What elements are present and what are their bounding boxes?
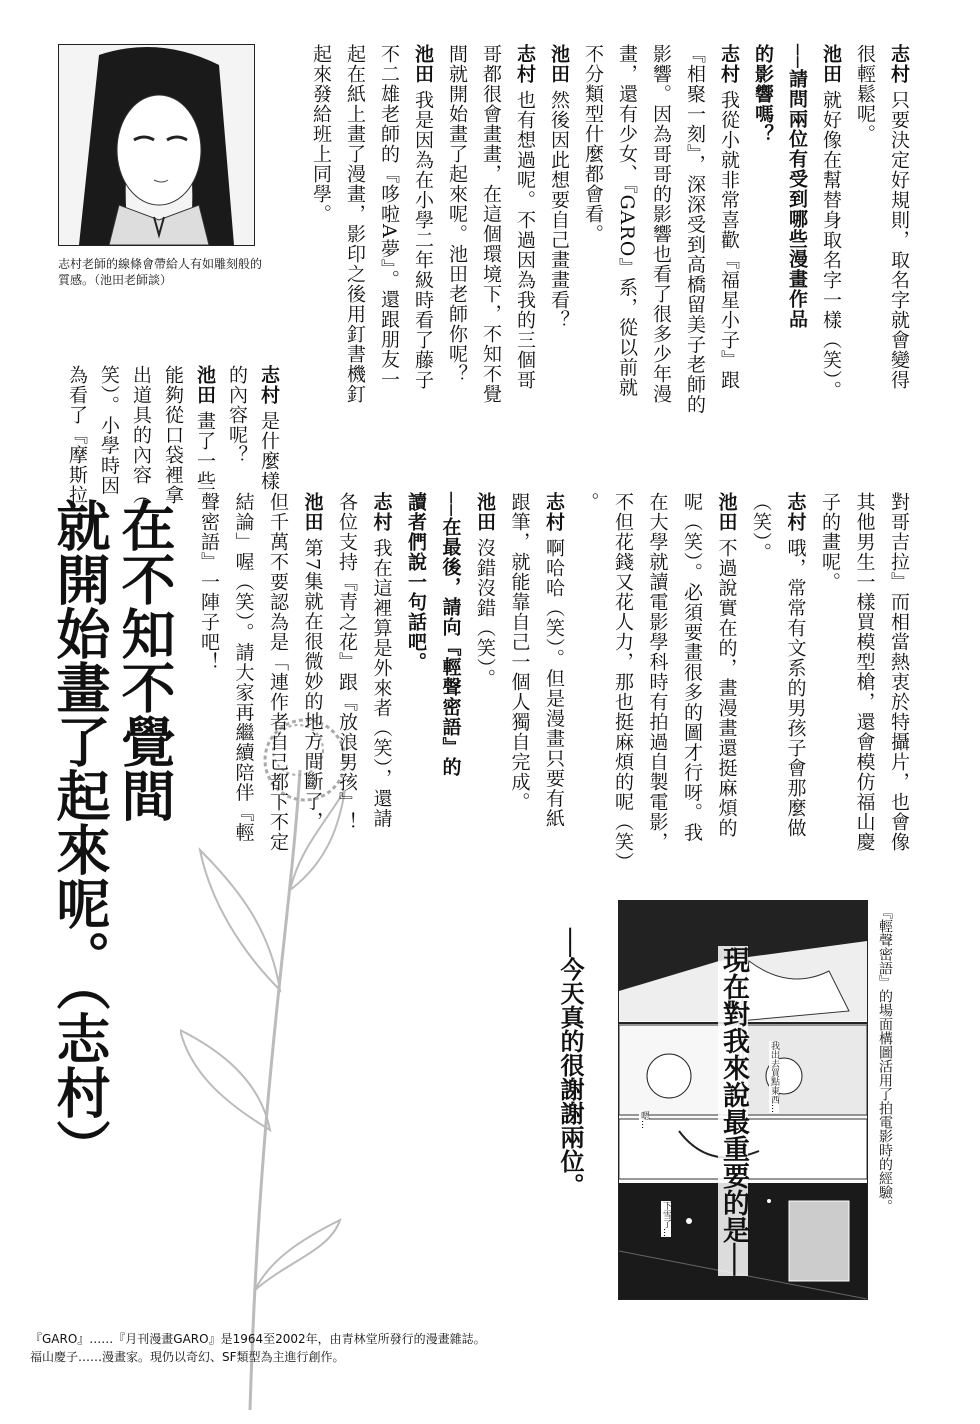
interviewer-question: ──請問兩位有受到哪些漫畫作品 — [786, 44, 808, 329]
text-column — [378, 44, 400, 389]
text-column — [440, 492, 462, 777]
text-column — [716, 492, 738, 838]
dialogue-text: 哥都很會畫畫，在這個環境下，不知不覺 — [480, 44, 502, 404]
closing-question: ──今天真的很謝謝兩位。 — [556, 928, 585, 1197]
text-column — [820, 44, 842, 401]
interviewer-question: 的影響嗎？ — [752, 44, 774, 144]
text-column — [302, 492, 324, 831]
text-column — [854, 492, 876, 852]
text-column — [854, 44, 876, 144]
text-column — [371, 492, 393, 829]
text-column — [752, 44, 774, 144]
manga-overlay-text: 現在對我來說最重要的是── — [718, 946, 749, 1276]
dialogue-text: 結論」喔（笑）。請大家再繼續陪伴『輕 — [232, 492, 255, 843]
text-column — [336, 492, 358, 832]
dialogue-text: 沒錯沒錯（笑）。 — [474, 538, 496, 689]
footnotes — [30, 1330, 486, 1366]
text-column — [578, 492, 600, 512]
speaker-name: 志村 — [888, 44, 910, 84]
speaker-name: 志村 — [543, 492, 565, 532]
dialogue-text: 只要決定好規則，取名字就會變得 — [888, 90, 910, 390]
dialogue-text: 然後因此想要自己畫畫看？ — [548, 90, 570, 330]
text-column — [98, 365, 120, 496]
portrait-drawing — [59, 45, 254, 245]
dialogue-text: 第7集就在很微妙的地方間斷了， — [301, 538, 324, 832]
dialogue-text: 對哥吉拉』而相當熱衷於特攝片，也會像 — [888, 492, 910, 852]
dialogue-text: 也有想過呢。不過因為我的三個哥 — [514, 90, 536, 390]
text-column — [344, 44, 366, 404]
text-column — [480, 44, 502, 404]
text-column — [684, 44, 706, 415]
dialogue-text: 能夠從口袋裡拿 — [162, 365, 184, 505]
text-column — [405, 492, 427, 672]
text-column — [616, 44, 638, 397]
dialogue-text: 但千萬不要認為是「連作者自己都下不定 — [267, 492, 289, 852]
dialogue-text: 很輕鬆呢。 — [854, 44, 876, 144]
text-column — [66, 365, 88, 505]
text-column — [612, 492, 634, 872]
text-column — [543, 492, 565, 829]
text-column — [548, 44, 570, 330]
text-column — [785, 492, 807, 838]
dialogue-text: 子的畫呢。 — [819, 492, 841, 592]
speaker-name: 池田 — [301, 492, 324, 532]
interviewer-question: 讀者們說一句話吧。 — [405, 492, 427, 672]
speaker-name: 池田 — [548, 44, 570, 84]
dialogue-text: 畫，還有少女、『GARO』系，從以前就 — [616, 44, 638, 398]
dialogue-text: 間就開始畫了起來呢。池田老師你呢？ — [446, 44, 468, 384]
text-column — [267, 492, 289, 852]
dialogue-text: 是什麼樣 — [258, 411, 280, 491]
dialogue-text: 出道具的內容（ — [130, 365, 152, 505]
dialogue-text: 的內容呢？ — [226, 365, 248, 465]
speaker-name: 池田 — [715, 492, 738, 532]
text-column — [888, 492, 910, 852]
dialogue-text: 我是因為在小學二年級時看了藤子 — [412, 90, 434, 390]
dialogue-text: 聲密語』一陣子吧！ — [198, 492, 220, 672]
speech-bubble-2: 下雪了… — [661, 1201, 671, 1237]
dialogue-text: 在大學就讀電影學科時有拍過自製電影， — [646, 492, 669, 852]
speech-bubble-3: 嗯… — [639, 1111, 649, 1129]
speaker-name: 池田 — [820, 44, 842, 84]
headline-line-2: 就開始畫了起來呢。（志村） — [48, 498, 112, 1173]
dialogue-text: 為看了『摩斯拉 — [66, 365, 88, 505]
text-column — [582, 44, 604, 244]
dialogue-text: 不但花錢又花人力，那也挺麻煩的呢（笑） — [612, 492, 634, 872]
speaker-name: 志村 — [514, 44, 536, 84]
text-column — [888, 44, 910, 390]
speaker-name: 池田 — [412, 44, 434, 84]
text-column — [750, 492, 772, 563]
speech-bubble-1: 我出去買點東西… — [769, 1041, 779, 1113]
speaker-name: 池田 — [194, 365, 216, 405]
dialogue-text: 不二雄老師的『哆啦A夢』。還跟朋友一 — [378, 44, 400, 390]
portrait-caption: 志村老師的線條會帶給人有如雕刻般的質感。（池田老師談） — [58, 257, 263, 287]
text-column — [310, 44, 332, 224]
text-column — [509, 492, 531, 812]
dialogue-text: 我從小就非常喜歡『福星小子』跟 — [718, 90, 740, 390]
interviewer-question: ──在最後，請向『輕聲密語』的 — [439, 492, 462, 777]
speaker-name: 池田 — [474, 492, 496, 532]
dialogue-text: 『相聚一刻』，深深受到高橋留美子老師的 — [684, 44, 706, 415]
text-column — [786, 44, 808, 329]
text-column — [514, 44, 536, 390]
dialogue-text: 畫了一些 — [194, 411, 216, 491]
footnote-fukuyama: 福山慶子……漫畫家。現仍以奇幻、SF類型為主進行創作。 — [30, 1350, 345, 1364]
dialogue-text: 就好像在幫替身取名字一樣（笑）。 — [820, 90, 842, 401]
speaker-name: 志村 — [370, 492, 393, 532]
speaker-name: 志村 — [718, 44, 740, 84]
text-column — [650, 44, 672, 404]
dialogue-text: 笑）。小學時因 — [98, 365, 120, 496]
text-column — [718, 44, 740, 390]
dialogue-text: 不過說實在的，畫漫畫還挺麻煩的 — [715, 538, 738, 838]
dialogue-text: （笑）。 — [750, 492, 772, 563]
text-column — [681, 492, 703, 843]
footnote-garo: 『GARO』……『月刊漫畫GARO』是1964至2002年，由青林堂所發行的漫畫雜誌。 — [30, 1332, 486, 1346]
dialogue-text: 各位支持『青之花』跟『放浪男孩』！ — [336, 492, 358, 832]
dialogue-text: 起在紙上畫了漫畫，影印之後用釘書機釘 — [344, 44, 366, 404]
dialogue-text: 影響。因為哥哥的影響也看了很多少年漫 — [650, 44, 672, 404]
dialogue-text: 呢（笑）。必須要畫很多的圖才行呀。我 — [681, 492, 703, 843]
text-column — [198, 492, 220, 672]
dialogue-text: 其他男生一樣買模型槍，還會模仿福山慶 — [853, 492, 876, 852]
speaker-name: 志村 — [258, 365, 280, 405]
text-column — [446, 44, 468, 384]
dialogue-text: 。 — [577, 492, 600, 512]
text-column — [412, 44, 434, 390]
dialogue-text: 啊哈哈（笑）。但是漫畫只要有紙 — [543, 538, 565, 829]
text-column — [647, 492, 669, 852]
text-column — [233, 492, 255, 843]
dialogue-text: 跟筆，就能靠自己一個人獨自完成。 — [508, 492, 531, 812]
text-column — [819, 492, 841, 592]
text-column — [474, 492, 496, 689]
dialogue-text: 不分類型什麼都會看。 — [582, 44, 604, 244]
dialogue-text: 起來發給班上同學。 — [310, 44, 332, 224]
speaker-name: 志村 — [784, 492, 807, 532]
manga-caption: 『輕聲密語』的場面構圖活用了拍電影時的經驗。 — [877, 905, 893, 1213]
headline-line-1: 在不知不覺間 — [113, 498, 177, 822]
dialogue-text: 我在這裡算是外來者（笑），還請 — [370, 538, 393, 829]
portrait-illustration — [58, 44, 255, 246]
text-column — [130, 365, 152, 505]
dialogue-text: 哦，常常有文系的男孩子會那麼做 — [784, 538, 807, 838]
